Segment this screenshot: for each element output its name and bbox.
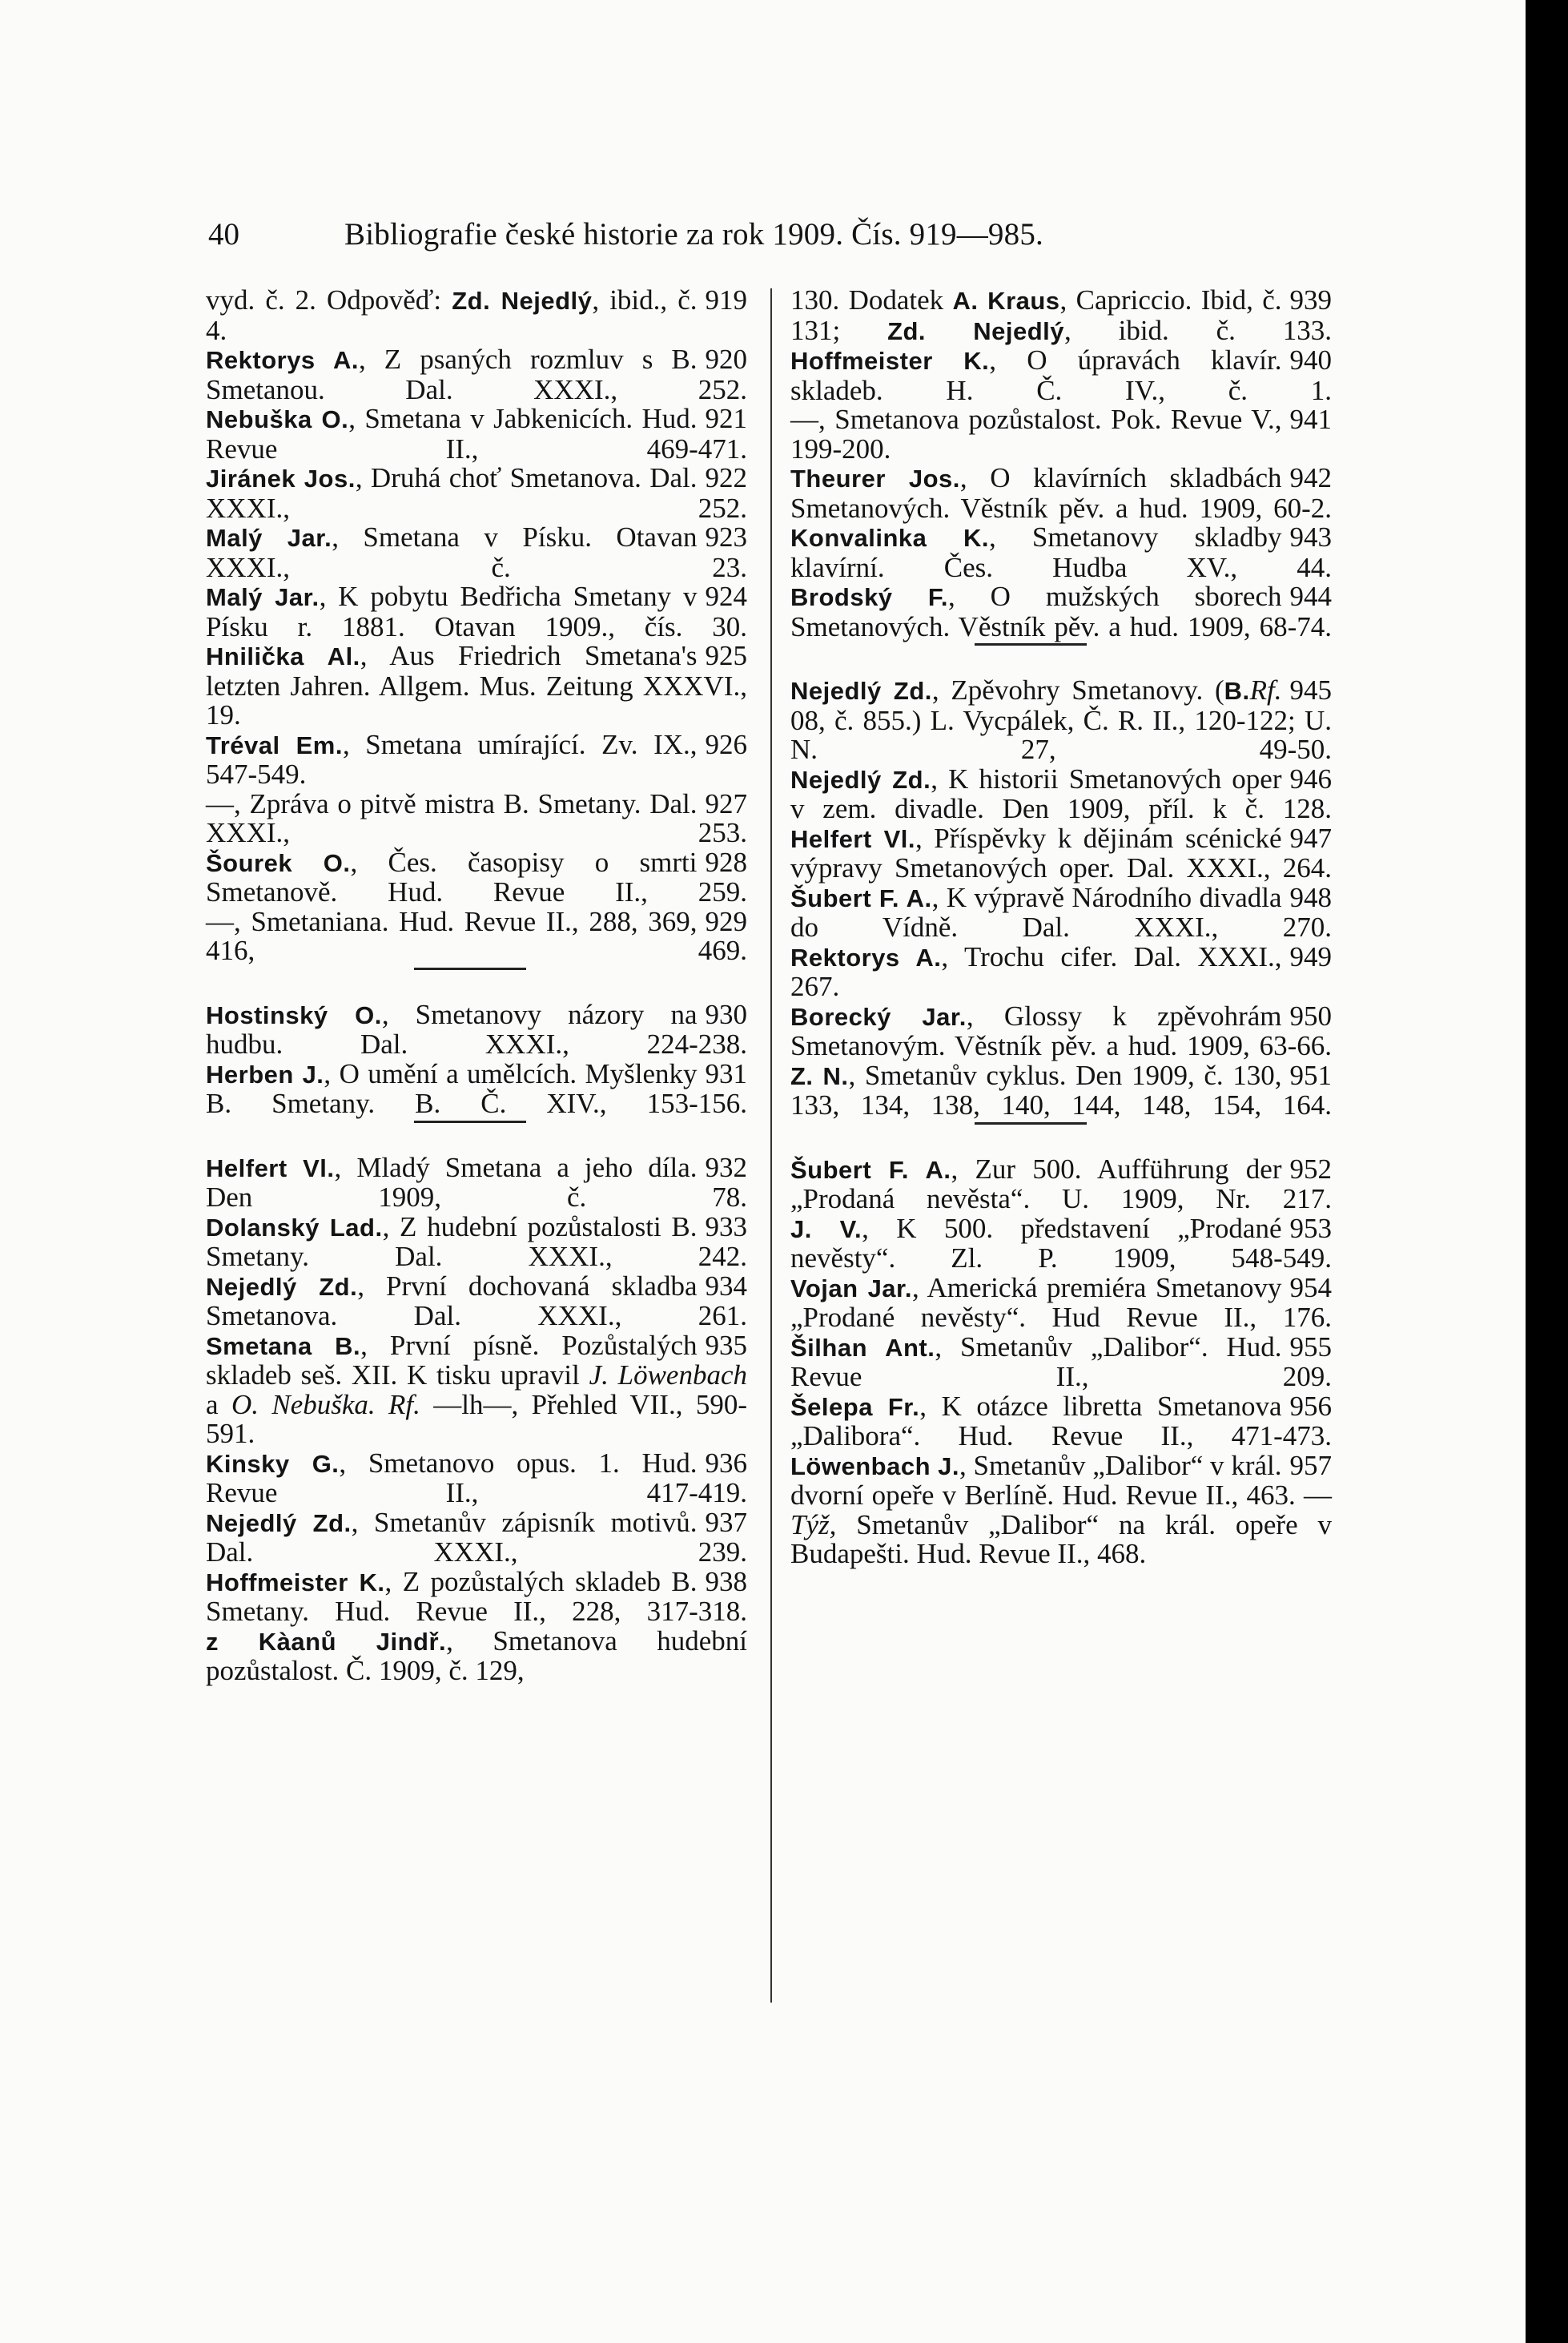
entry-text: vyd. č. 2. Odpověď: [206,284,452,316]
bibliography-entry [790,1271,1332,1333]
entry-number: 930 [705,998,747,1030]
entry-text: —, Smetaniana. Hud. Revue II., 288, 369, 416, 469. [206,905,747,966]
entry-number: 922 [705,462,747,493]
entry-text: L. Vycpálek, Č. R. II., 120-122; U. N. 27, 49-50. [790,704,1332,765]
entry-author: Nejedlý Zd. [206,1272,358,1301]
entry-author: Zd. Nejedlý [887,316,1065,345]
right-column [790,286,1332,1569]
entry-author: Šourek O. [206,848,351,877]
entry-italic: O. Nebuška. Rf. [231,1388,420,1420]
entry-text: , K historii Smetanových oper v zem. divadle. Den 1909, příl. k č. 128. [790,763,1332,824]
entry-author: B. [1224,677,1250,705]
entry-number: 947 [1289,822,1332,854]
bibliography-entry [790,405,1332,464]
entry-text: 130. Dodatek [790,284,953,316]
entry-number: 931 [705,1057,747,1089]
entry-text: , Trochu cifer. Dal. XXXI., 267. [790,940,1282,1002]
entry-author: J. V. [790,1214,862,1243]
entry-author: Löwenbach J. [790,1451,960,1480]
entry-author: Nejedlý Zd. [790,765,931,794]
entry-text: , Mladý Smetana a jeho díla. Den 1909, č. 78. [206,1151,747,1213]
entry-number: 948 [1289,881,1332,913]
entry-number: 926 [705,728,747,760]
entry-author: Hostinský O. [206,1000,382,1029]
entry-text: , Smetanův cyklus. Den 1909, č. 130, 133, 134, 138, 140, 144, 148, 154, 164. [790,1059,1332,1121]
bibliography-entry [790,940,1332,1002]
entry-text: —, Smetanova pozůstalost. Pok. Revue V., 199-200. [790,404,1282,465]
bibliography-entry [206,1272,747,1331]
entry-text: , Americká premiéra Smetanovy „Prodané nevěsty“. Hud Revue II., 176. [790,1271,1332,1333]
entry-author: Nejedlý Zd. [790,677,932,705]
entry-text: 08, č. 855.) [790,704,931,736]
entry-number: 932 [705,1151,747,1183]
entry-number: 938 [705,1565,747,1597]
entry-text: , K pobytu Bedřicha Smetany v Písku r. 1881. Otavan 1909., čís. 30. [206,581,747,642]
entry-text: , O klavírních skladbách Smetanových. Věstník pěv. a hud. 1909, 60-2. [790,462,1332,524]
entry-number: 955 [1289,1331,1332,1363]
bibliography-entry [206,728,747,790]
entry-text: , Smetanův „Dalibor“. Hud. Revue II., 209. [790,1331,1332,1392]
entry-author: Malý Jar. [206,583,320,611]
scan-border [1526,0,1568,2343]
entry-author: Vojan Jar. [790,1274,913,1302]
entry-author: Konvalinka K. [790,524,989,552]
bibliography-entry [790,676,1332,765]
entry-author: Malý Jar. [206,524,332,552]
bibliography-entry [790,1155,1332,1214]
section-gap [206,1123,747,1153]
bibliography-entry [206,1153,747,1213]
entry-number: 950 [1289,1000,1332,1032]
entry-number: 939 [1289,284,1332,316]
entry-author: Theurer Jos. [790,465,960,493]
entry-number: 946 [1289,763,1332,795]
entry-author: Nejedlý Zd. [206,1508,352,1537]
entry-text: , K 500. představení „Prodané nevěsty“. Zl. P. 1909, 548-549. [790,1212,1332,1274]
entry-text: , Zur 500. Aufführung der „Prodaná nevěsta“. U. 1909, Nr. 217. [790,1153,1332,1214]
entry-number: 934 [705,1270,747,1302]
entry-author: Šubert F. A. [790,884,932,912]
entry-author: Helfert Vl. [206,1153,335,1182]
bibliography-entry [790,765,1332,824]
bibliography-entry [206,1210,747,1272]
entry-text: , Z pozůstalých skladeb B. Smetany. Hud. Revue II., 228, 317-318. [206,1565,747,1627]
entry-text: , Příspěvky k dějinám scénické výpravy Smetanových oper. Dal. XXXI., 264. [790,822,1332,884]
entry-number: 944 [1289,581,1332,612]
entry-author: Borecký Jar. [790,1002,967,1031]
bibliography-entry [206,1000,747,1060]
bibliography-entry [790,523,1332,582]
entry-text: , Z hudební pozůstalosti B. Smetany. Dal. XXXI., 242. [206,1210,747,1272]
entry-number: 943 [1289,521,1332,553]
bibliography-entry [206,848,747,908]
entry-number: 928 [705,846,747,878]
entry-text: , Glossy k zpěvohrám Smetanovým. Věstník pěv. a hud. 1909, 63-66. [790,1000,1332,1061]
entry-text: , První písně. Pozůstalých skladeb seš. XII. K tisku upravil [206,1329,698,1391]
entry-italic: Rf. [1249,674,1282,706]
bibliography-entry [206,286,747,345]
entry-number: 951 [1289,1059,1332,1091]
entry-number: 956 [1289,1390,1332,1422]
entry-author: Tréval Em. [206,731,343,759]
entry-number: 921 [705,403,747,434]
entry-number: 929 [705,905,747,937]
entry-author: z Kàanů Jindř. [206,1627,447,1656]
bibliography-entry [790,286,1332,346]
entry-author: Hoffmeister K. [206,1568,385,1596]
bibliography-entry [206,1624,747,1686]
entry-author: Rektorys A. [790,943,942,972]
entry-number: 937 [705,1506,747,1538]
bibliography-entry [206,642,747,731]
entry-text: , Druhá choť Smetanova. Dal. XXXI., 252. [206,462,747,524]
entry-author: A. Kraus [952,287,1060,315]
entry-text: , ibid., č. 4. [206,284,698,346]
entry-author: Zd. Nejedlý [452,287,593,315]
entry-author: Herben J. [206,1060,324,1089]
entry-text: , O úpravách klavír. skladeb. H. Č. IV., č. 1. [790,344,1332,406]
entry-text: , Smetana v Jabkenicích. Hud. Revue II., 469-471. [206,403,747,465]
entry-author: Smetana B. [206,1331,361,1360]
entry-number: 945 [1289,674,1332,706]
bibliography-entry [790,346,1332,405]
bibliography-entry [206,1449,747,1508]
entry-author: Z. N. [790,1061,849,1090]
entry-author: Šilhan Ant. [790,1333,935,1362]
entry-text: , Smetanův zápisník motivů. Dal. XXXI., 239. [206,1506,747,1568]
bibliography-entry [206,787,747,848]
entry-number: 942 [1289,462,1332,493]
entry-number: 941 [1289,404,1332,435]
entry-number: 949 [1289,940,1332,972]
page-title: Bibliografie české historie za rok 1909. Čís. 919—985. [344,217,1043,252]
entry-number: 935 [705,1329,747,1361]
bibliography-entry [790,1214,1332,1274]
bibliography-entry [206,1057,747,1119]
entry-author: Helfert Vl. [790,824,915,853]
section-gap [206,970,747,1000]
entry-text: , Smetanův „Dalibor“ v král. dvorní opeře v Berlíně. Hud. Revue II., 463. — [790,1449,1332,1511]
left-column [206,286,747,1686]
entry-number: 925 [705,640,747,671]
bibliography-entry [206,1565,747,1627]
column-divider [770,288,772,2003]
entry-number: 920 [705,344,747,375]
entry-text: , Capriccio. Ibid, č. 131; [790,284,1282,346]
bibliography-entry [206,523,747,582]
entry-text: , Z psaných rozmluv s B. Smetanou. Dal. XXXI., 252. [206,344,747,405]
section-gap [790,646,1332,676]
entry-text: , První dochovaná skladba Smetanova. Dal. XXXI., 261. [206,1270,747,1331]
bibliography-entry [206,405,747,464]
entry-text: , Smetanova hudební pozůstalost. Č. 1909, č. 129, [206,1624,747,1686]
entry-text: , Smetanovy skladby klavírní. Čes. Hudba XV., 44. [790,521,1332,583]
entry-text: , K otázce libretta Smetanova „Dalibora“. Hud. Revue II., 471-473. [790,1390,1332,1451]
entry-number: 923 [705,521,747,553]
entry-text: , Smetana umírající. Zv. IX., 547-549. [206,728,698,790]
entry-author: Hoffmeister K. [790,347,990,375]
bibliography-entry [206,1508,747,1568]
entry-text: , O mužských sborech Smetanových. Věstník pěv. a hud. 1909, 68-74. [790,581,1332,642]
entry-author: Jiránek Jos. [206,465,356,493]
entry-text: , Smetanovo opus. 1. Hud. Revue II., 417-419. [206,1447,747,1508]
entry-text: , Čes. časopisy o smrti Smetanově. Hud. Revue II., 259. [206,846,747,908]
bibliography-entry [790,1392,1332,1451]
entry-italic: J. Löwenbach [589,1359,747,1391]
bibliography-entry [790,1002,1332,1061]
entry-text: Smetanův „Dalibor“ na král. opeře v Budapešti. Hud. Revue II., 468. [790,1508,1332,1569]
running-header [208,216,1201,264]
entry-number: 924 [705,581,747,612]
entry-author: Šubert F. A. [790,1155,951,1184]
bibliography-entry [206,582,747,642]
entry-number: 919 [705,284,747,316]
entry-author: Hnilička Al. [206,642,360,670]
entry-text: , ibid. č. 133. [1064,314,1332,346]
entry-number: 927 [705,787,747,819]
entry-author: Rektorys A. [206,346,359,374]
entry-number: 953 [1289,1212,1332,1244]
page-number: 40 [208,217,239,252]
bibliography-entry [206,1331,747,1449]
entry-number: 954 [1289,1271,1332,1303]
entry-number: 936 [705,1447,747,1479]
entry-text: a [206,1388,231,1420]
bibliography-entry [790,1333,1332,1392]
entry-text: , Zpěvohry Smetanovy. ( [931,674,1224,706]
bibliography-entry [790,1451,1332,1569]
entry-author: Dolanský Lad. [206,1213,383,1242]
entry-text: , Smetana v Písku. Otavan XXXI., č. 23. [206,521,747,583]
bibliography-entry [206,905,747,966]
entry-italic: Týž, [790,1508,837,1540]
bibliography-entry [790,464,1332,523]
bibliography-entry [790,582,1332,642]
entry-text: , O umění a umělcích. Myšlenky B. Smetany. B. Č. XIV., 153-156. [206,1057,747,1119]
entry-author: Šelepa Fr. [790,1392,920,1421]
entry-number: 957 [1289,1449,1332,1481]
bibliography-entry [790,1061,1332,1121]
entry-author: Nebuška O. [206,405,349,433]
entry-author: Brodský F. [790,583,948,611]
section-gap [790,1125,1332,1155]
entry-number: 940 [1289,344,1332,376]
entry-text: —, Zpráva o pitvě mistra B. Smetany. Dal. XXXI., 253. [206,787,747,848]
bibliography-entry [206,464,747,523]
bibliography-entry [790,824,1332,884]
bibliography-entry [206,345,747,405]
entry-text: , K výpravě Národního divadla do Vídně. Dal. XXXI., 270. [790,881,1332,943]
entry-text: , Aus Friedrich Smetana's letzten Jahren. Allgem. Mus. Zeitung XXXVI., 19. [206,640,747,731]
entry-number: 952 [1289,1153,1332,1185]
entry-author: Kinsky G. [206,1449,340,1478]
entry-number: 933 [705,1210,747,1242]
entry-text: , Smetanovy názory na hudbu. Dal. XXXI., 224-238. [206,998,747,1060]
entry-text: —lh—, Přehled VII., 590-591. [206,1388,747,1449]
bibliography-entry [790,881,1332,943]
